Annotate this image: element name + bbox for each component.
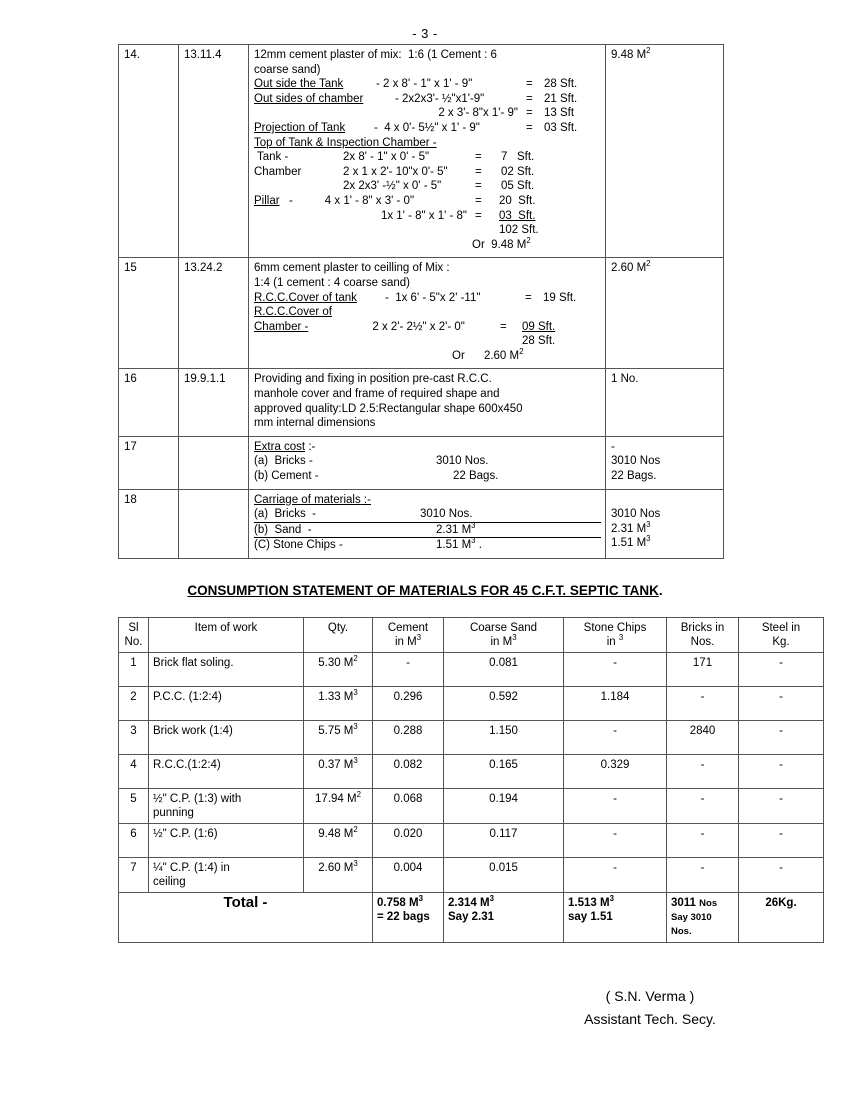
superscript: 3	[471, 536, 476, 546]
header-qty: Qty.	[304, 618, 373, 653]
cell-stone-chips: 1.184	[564, 687, 667, 721]
detail-eq: =	[526, 107, 533, 120]
detail-dim: 2 x 2'- 2½" x 2'- 0"	[350, 320, 465, 333]
superscript: 3	[512, 633, 517, 643]
detail-label	[254, 106, 395, 121]
cell-sl: 4	[119, 755, 149, 789]
cell-qty: 2.60 $M^3$	[304, 858, 373, 893]
detail-label: (a) Bricks -	[254, 455, 313, 468]
cell-item: Brick flat soling.	[149, 653, 304, 687]
cell-stone-chips: -	[564, 721, 667, 755]
detail-line	[254, 121, 601, 136]
detail-label: Chamber -	[254, 320, 309, 333]
detail-line	[254, 291, 601, 306]
superscript: 2	[356, 790, 361, 800]
superscript: 3	[646, 534, 651, 544]
cell-bricks: -	[667, 755, 739, 789]
detail-line	[254, 92, 601, 107]
table-row	[119, 45, 724, 258]
cell-quantity	[606, 436, 724, 489]
cell-code: 13.24.2	[179, 258, 249, 369]
cell-bricks: 171	[667, 653, 739, 687]
cell-steel: -	[739, 653, 824, 687]
detail-value: 03 Sft.	[499, 209, 536, 222]
superscript: 2	[646, 46, 651, 56]
cell-bricks: -	[667, 858, 739, 893]
qty-line: 2.31 $M^3$	[611, 519, 651, 535]
cell-sl: 1	[119, 653, 149, 687]
cell-sl: 15	[119, 258, 179, 369]
table-row	[119, 489, 724, 558]
superscript: 3	[618, 633, 624, 643]
detail-eq: =	[475, 151, 482, 164]
table-row	[119, 721, 824, 755]
cell-coarse-sand: 0.117	[444, 824, 564, 858]
header-steel: Steel in Kg.	[739, 618, 824, 653]
cell-code	[179, 436, 249, 489]
superscript: 3	[353, 688, 358, 698]
detail-value: 102 Sft.	[499, 224, 539, 237]
closing-value: Or 2.60 $M^2$	[452, 347, 524, 362]
cell-item: ¼" C.P. (1:4) in ceiling	[149, 858, 304, 893]
detail-value: 20 Sft.	[499, 194, 536, 207]
cell-coarse-sand: 0.081	[444, 653, 564, 687]
cell-steel: -	[739, 824, 824, 858]
detail-label: Top of Tank & Inspection Chamber -	[254, 136, 437, 149]
cell-coarse-sand: 0.592	[444, 687, 564, 721]
cell-sl: 7	[119, 858, 149, 893]
detail-line	[254, 179, 601, 194]
cell-item: ½" C.P. (1:6)	[149, 824, 304, 858]
cell-description	[249, 369, 606, 436]
total-label: Total -	[119, 893, 373, 943]
detail-value: 21 Sft.	[544, 92, 578, 105]
detail-dim: 2x 8' - 1" x 0' - 5"	[343, 151, 430, 164]
cell-description	[249, 258, 606, 369]
detail-value: 09 Sft.	[522, 320, 556, 333]
table-row	[119, 258, 724, 369]
detail-line	[254, 77, 601, 92]
detail-line	[254, 320, 601, 335]
detail-title: Extra cost :-	[254, 440, 316, 453]
cell-code	[179, 489, 249, 558]
detail-line	[254, 223, 601, 238]
detail-closing	[254, 235, 601, 253]
estimate-table	[118, 44, 724, 559]
detail-value: 1.51 $M^3$ .	[436, 536, 482, 552]
detail-line	[254, 334, 601, 349]
cell-cement: -	[373, 653, 444, 687]
cell-code: 19.9.1.1	[179, 369, 249, 436]
superscript: 2	[353, 654, 358, 664]
cell-sl: 2	[119, 687, 149, 721]
cell-sl: 6	[119, 824, 149, 858]
detail-value: 3010 Nos.	[436, 455, 489, 468]
detail-label: R.C.C.Cover of	[254, 306, 332, 319]
detail-value: 28 Sft.	[522, 335, 556, 348]
cell-quantity	[606, 489, 724, 558]
cell-cement: 0.288	[373, 721, 444, 755]
detail-label: (C) Stone Chips -	[254, 539, 343, 552]
header-sl-no: Sl No.	[119, 618, 149, 653]
desc-line: manhole cover and frame of required shape and	[254, 388, 500, 401]
cell-quantity: 1 No.	[606, 369, 724, 436]
cell-coarse-sand: 1.150	[444, 721, 564, 755]
header-cement: Cement in $M^3$	[373, 618, 444, 653]
detail-label: (a) Bricks -	[254, 508, 316, 521]
table-row	[119, 687, 824, 721]
cell-cement: 0.296	[373, 687, 444, 721]
cell-sl: 14.	[119, 45, 179, 258]
header-bricks: Bricks in Nos.	[667, 618, 739, 653]
detail-dim: - 2x2x3'- ½"x1'-9"	[395, 92, 485, 105]
closing-value: Or 9.48 $M^2$	[472, 235, 531, 251]
superscript: 2	[353, 825, 358, 835]
detail-value: 19 Sft.	[543, 291, 577, 304]
detail-value: 03 Sft.	[544, 121, 578, 134]
detail-line	[254, 209, 601, 224]
cell-qty: 5.75 $M^3$	[304, 721, 373, 755]
detail-label: Pillar	[254, 194, 280, 207]
superscript: 2	[646, 259, 651, 269]
total-cement: 0.758 $M^3$ = 22 bags	[373, 893, 444, 943]
detail-label: Out side the Tank	[254, 78, 344, 91]
table-row	[119, 789, 824, 824]
detail-closing	[254, 349, 601, 364]
cell-code: 13.11.4	[179, 45, 249, 258]
cell-cement: 0.068	[373, 789, 444, 824]
detail-value: 28 Sft.	[544, 78, 578, 91]
detail-value: 13 Sft	[544, 107, 575, 120]
cell-steel: -	[739, 789, 824, 824]
cell-steel: -	[739, 755, 824, 789]
table-row	[119, 369, 724, 436]
qty-line: -	[611, 440, 615, 453]
desc-line: approved quality:LD 2.5:Rectangular shape 600x450	[254, 402, 523, 415]
cell-sl: 3	[119, 721, 149, 755]
cell-sl: 16	[119, 369, 179, 436]
table-header-row	[119, 618, 824, 653]
page-number: - 3 -	[412, 26, 438, 41]
cell-bricks: -	[667, 824, 739, 858]
cell-item: ½" C.P. (1:3) with punning	[149, 789, 304, 824]
superscript: 3	[609, 894, 614, 904]
total-bricks: 3011 Nos Say 3010 Nos.	[667, 893, 739, 943]
detail-label: Chamber	[254, 165, 302, 178]
consumption-table	[118, 617, 824, 943]
qty-line: 22 Bags.	[611, 470, 657, 483]
cell-steel: -	[739, 721, 824, 755]
table-total-row	[119, 893, 824, 943]
detail-eq: =	[500, 320, 507, 333]
cell-quantity: 2.60 $M^2$	[606, 258, 724, 369]
cell-coarse-sand: 0.015	[444, 858, 564, 893]
detail-label: R.C.C.Cover of tank	[254, 291, 357, 304]
detail-dim: 2 x 3'- 8"x 1'- 9"	[438, 107, 518, 120]
table-row	[119, 755, 824, 789]
superscript: 3	[353, 859, 358, 869]
cell-stone-chips: -	[564, 789, 667, 824]
qty-line: 3010 Nos	[611, 455, 661, 468]
detail-dim: 2 x 1 x 2'- 10"x 0'- 5"	[343, 165, 448, 178]
cell-qty: 9.48 $M^2$	[304, 824, 373, 858]
detail-label: Out sides of chamber	[254, 92, 364, 105]
cell-item: P.C.C. (1:2:4)	[149, 687, 304, 721]
detail-line	[254, 538, 601, 553]
cell-qty: 1.33 $M^3$	[304, 687, 373, 721]
cell-coarse-sand: 0.165	[444, 755, 564, 789]
cell-description	[249, 489, 606, 558]
cell-steel: -	[739, 687, 824, 721]
table-row	[119, 824, 824, 858]
detail-eq: =	[475, 165, 482, 178]
desc-line: Providing and fixing in position pre-cast R.C.C.	[254, 373, 492, 386]
detail-label	[254, 179, 343, 194]
detail-value: 05 Sft.	[501, 180, 535, 193]
consumption-heading: CONSUMPTION STATEMENT OF MATERIALS FOR 45 C.F.T. SEPTIC TANK.	[187, 583, 663, 598]
superscript: 3	[353, 756, 358, 766]
detail-line	[254, 165, 601, 180]
signature-name: ( S.N. Verma )	[605, 988, 695, 1004]
desc-line: coarse sand)	[254, 63, 321, 76]
cell-qty: 0.37 $M^3$	[304, 755, 373, 789]
detail-line	[254, 520, 601, 539]
header-stone-chips: Stone Chips in $^3$	[564, 618, 667, 653]
table-row	[119, 653, 824, 687]
detail-dim: - 4 x 0'- 5½" x 1' - 9"	[374, 121, 480, 134]
consumption-heading-text: CONSUMPTION STATEMENT OF MATERIALS FOR 45 C.F.T. SEPTIC TANK	[187, 583, 659, 598]
detail-dim: - 4 x 1' - 8" x 3' - 0"	[289, 194, 415, 207]
cell-bricks: -	[667, 789, 739, 824]
table-row	[119, 858, 824, 893]
detail-eq: =	[525, 291, 532, 304]
detail-value: 02 Sft.	[501, 165, 535, 178]
qty-line: 3010 Nos	[611, 508, 661, 521]
superscript: 2	[526, 235, 531, 245]
cell-qty: 17.94 $M^2$	[304, 789, 373, 824]
superscript: 3	[489, 894, 494, 904]
cell-item: R.C.C.(1:2:4)	[149, 755, 304, 789]
cell-item: Brick work (1:4)	[149, 721, 304, 755]
superscript: 3	[646, 519, 651, 529]
table-row	[119, 436, 724, 489]
cell-bricks: -	[667, 687, 739, 721]
detail-label: Tank -	[254, 151, 289, 164]
detail-line	[254, 507, 601, 523]
qty-line: 1.51 $M^3$	[611, 534, 651, 550]
total-stone-chips: 1.513 $M^3$ say 1.51	[564, 893, 667, 943]
cell-stone-chips: -	[564, 858, 667, 893]
cell-bricks: 2840	[667, 721, 739, 755]
detail-title: Carriage of materials :-	[254, 493, 371, 506]
cell-sl: 5	[119, 789, 149, 824]
desc-line: 1:4 (1 cement : 4 coarse sand)	[254, 276, 410, 289]
cell-cement: 0.020	[373, 824, 444, 858]
superscript: 3	[418, 894, 423, 904]
detail-eq: =	[475, 180, 482, 193]
detail-label: Projection of Tank	[254, 121, 346, 134]
detail-value: 22 Bags.	[453, 470, 499, 483]
detail-line	[254, 106, 601, 121]
superscript: 3	[471, 520, 476, 530]
detail-dim: - 2 x 8' - 1" x 1' - 9"	[376, 78, 473, 91]
cell-qty: 5.30 $M^2$	[304, 653, 373, 687]
detail-line	[254, 150, 601, 165]
detail-line	[254, 469, 601, 484]
detail-label: (b) Sand -	[254, 523, 312, 536]
detail-eq: =	[526, 78, 533, 91]
detail-label	[254, 209, 343, 224]
cell-stone-chips: 0.329	[564, 755, 667, 789]
cell-cement: 0.082	[373, 755, 444, 789]
detail-eq: =	[526, 121, 533, 134]
signature-title: Assistant Tech. Secy.	[584, 1011, 716, 1027]
superscript: 3	[353, 722, 358, 732]
detail-label: (b) Cement -	[254, 470, 319, 483]
signature-block	[500, 985, 800, 1031]
detail-line	[254, 454, 601, 469]
header-item-of-work: Item of work	[149, 618, 304, 653]
total-steel: 26Kg.	[739, 893, 824, 943]
detail-eq: =	[526, 92, 533, 105]
detail-value: 2.31 $M^3$	[436, 520, 476, 536]
cell-sl: 17	[119, 436, 179, 489]
superscript: 3	[416, 633, 422, 643]
cell-quantity: 9.48 $M^2$	[606, 45, 724, 258]
detail-line	[254, 194, 601, 209]
cell-stone-chips: -	[564, 824, 667, 858]
cell-description	[249, 45, 606, 258]
detail-value: 7 Sft.	[501, 151, 535, 164]
detail-dim: 2x 2x3' -½" x 0' - 5"	[343, 180, 442, 193]
cell-coarse-sand: 0.194	[444, 789, 564, 824]
total-coarse-sand: 2.314 $M^3$ Say 2.31	[444, 893, 564, 943]
superscript: 2	[519, 347, 524, 357]
desc-line: 6mm cement plaster to ceilling of Mix :	[254, 262, 450, 275]
cell-steel: -	[739, 858, 824, 893]
detail-dim: - 1x 6' - 5"x 2' -11"	[385, 291, 481, 304]
detail-value: 3010 Nos.	[420, 508, 473, 521]
detail-eq: =	[475, 209, 482, 222]
cell-stone-chips: -	[564, 653, 667, 687]
detail-eq: =	[475, 194, 482, 207]
desc-line: mm internal dimensions	[254, 417, 376, 430]
cell-description	[249, 436, 606, 489]
cell-sl: 18	[119, 489, 179, 558]
header-coarse-sand: Coarse Sand in $M^3$	[444, 618, 564, 653]
cell-cement: 0.004	[373, 858, 444, 893]
detail-dim: 1x 1' - 8" x 1' - 8"	[380, 209, 467, 222]
desc-line: 12mm cement plaster of mix: 1:6 (1 Cement : 6	[254, 49, 497, 61]
